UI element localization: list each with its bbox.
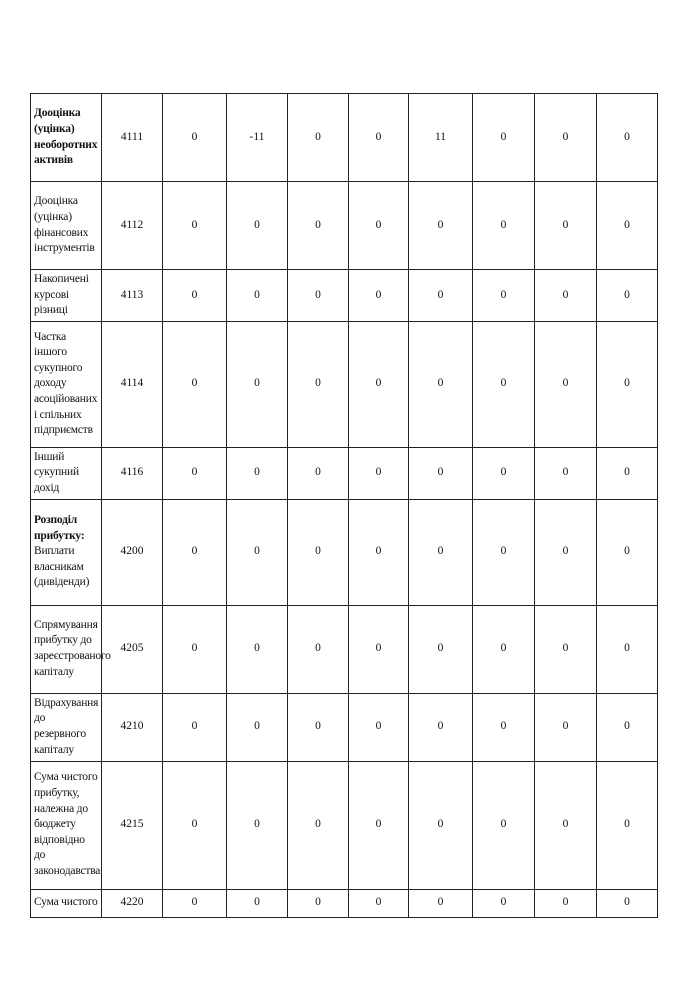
value-cell: 0 [535,889,597,917]
row-label [31,889,102,917]
value-cell: 0 [288,889,349,917]
value-cell: 0 [227,182,288,270]
value-cell: 0 [409,605,473,693]
value-cell: 0 [163,499,227,605]
value-cell: 0 [409,761,473,889]
table-row [31,270,658,322]
value-cell: 0 [597,761,658,889]
row-label [31,761,102,889]
value-cell: 0 [597,889,658,917]
value-cell: 0 [349,605,409,693]
table-row [31,693,658,761]
value-cell: 0 [473,321,535,447]
value-cell: 0 [535,693,597,761]
row-label-text: Виплати власникам (дивіденди) [34,545,90,589]
value-cell: 0 [473,447,535,499]
row-label [31,447,102,499]
row-label [31,270,102,322]
row-label-text: Дооцінка (уцінка) фінансових інструментів [34,195,95,255]
value-cell: 0 [227,499,288,605]
value-cell: 0 [473,889,535,917]
value-cell: 0 [288,447,349,499]
value-cell: 0 [535,761,597,889]
value-cell: 0 [597,605,658,693]
table-row [31,605,658,693]
value-cell: 0 [597,693,658,761]
value-cell: 0 [163,94,227,182]
row-label-text: Сума чистого прибутку, належна до бюджету відповідно до законодавства [34,771,101,878]
value-cell: 0 [163,321,227,447]
value-cell: 0 [288,605,349,693]
equity-changes-table [30,93,658,918]
row-label-bold: Розподіл прибутку: [34,514,85,542]
table-row [31,499,658,605]
value-cell: 0 [349,889,409,917]
row-label-text: Накопичені курсові різниці [34,273,89,317]
table-body [31,94,658,918]
row-label-bold: Дооцінка (уцінка) необоротних активів [34,107,98,167]
value-cell: 0 [597,270,658,322]
row-code: 4215 [102,761,163,889]
value-cell: 0 [473,94,535,182]
row-code: 4112 [102,182,163,270]
row-label [31,94,102,182]
table-row [31,94,658,182]
value-cell: 0 [535,499,597,605]
row-label-text: Відрахування до резервного капіталу [34,696,99,756]
value-cell: 0 [288,499,349,605]
value-cell: 0 [597,321,658,447]
row-label-text: Сума чистого [34,896,98,909]
value-cell: 0 [473,270,535,322]
value-cell: 0 [163,693,227,761]
value-cell: 0 [163,761,227,889]
row-code: 4114 [102,321,163,447]
value-cell: 0 [349,761,409,889]
value-cell: 0 [227,889,288,917]
value-cell: -11 [227,94,288,182]
value-cell: 0 [535,94,597,182]
value-cell: 0 [473,761,535,889]
row-code: 4111 [102,94,163,182]
value-cell: 0 [163,447,227,499]
row-code: 4113 [102,270,163,322]
value-cell: 0 [349,499,409,605]
value-cell: 0 [227,761,288,889]
table-row [31,761,658,889]
value-cell: 0 [349,693,409,761]
row-label-text: Частка іншого сукупного доходу асоційованих і спільних підприємств [34,330,98,437]
value-cell: 11 [409,94,473,182]
value-cell: 0 [535,321,597,447]
value-cell: 0 [473,182,535,270]
value-cell: 0 [409,270,473,322]
value-cell: 0 [227,605,288,693]
value-cell: 0 [288,182,349,270]
row-code: 4205 [102,605,163,693]
row-label [31,605,111,693]
row-code: 4200 [102,499,163,605]
value-cell: 0 [163,182,227,270]
value-cell: 0 [349,447,409,499]
row-label-text: Інший сукупний дохід [34,450,79,494]
table-row [31,321,658,447]
value-cell: 0 [597,94,658,182]
value-cell: 0 [349,94,409,182]
value-cell: 0 [409,447,473,499]
row-label [31,693,102,761]
value-cell: 0 [227,693,288,761]
value-cell: 0 [288,94,349,182]
row-label [31,321,102,447]
value-cell: 0 [227,447,288,499]
value-cell: 0 [349,270,409,322]
value-cell: 0 [349,182,409,270]
row-code: 4210 [102,693,163,761]
row-label [31,182,102,270]
value-cell: 0 [597,447,658,499]
table-row [31,447,658,499]
table-row [31,182,658,270]
value-cell: 0 [163,889,227,917]
value-cell: 0 [473,499,535,605]
value-cell: 0 [597,182,658,270]
value-cell: 0 [473,605,535,693]
value-cell: 0 [349,321,409,447]
value-cell: 0 [535,605,597,693]
value-cell: 0 [163,605,227,693]
value-cell: 0 [227,270,288,322]
row-code: 4116 [102,447,163,499]
value-cell: 0 [535,182,597,270]
value-cell: 0 [288,270,349,322]
row-code: 4220 [102,889,163,917]
value-cell: 0 [409,321,473,447]
value-cell: 0 [288,321,349,447]
value-cell: 0 [409,182,473,270]
row-label-text: Спрямування прибутку до зареєстрованого капіталу [34,618,111,678]
table-row [31,889,658,917]
value-cell: 0 [409,693,473,761]
value-cell: 0 [535,447,597,499]
value-cell: 0 [163,270,227,322]
value-cell: 0 [288,693,349,761]
value-cell: 0 [409,499,473,605]
row-label [31,499,102,605]
value-cell: 0 [535,270,597,322]
value-cell: 0 [597,499,658,605]
value-cell: 0 [473,693,535,761]
value-cell: 0 [409,889,473,917]
value-cell: 0 [288,761,349,889]
value-cell: 0 [227,321,288,447]
